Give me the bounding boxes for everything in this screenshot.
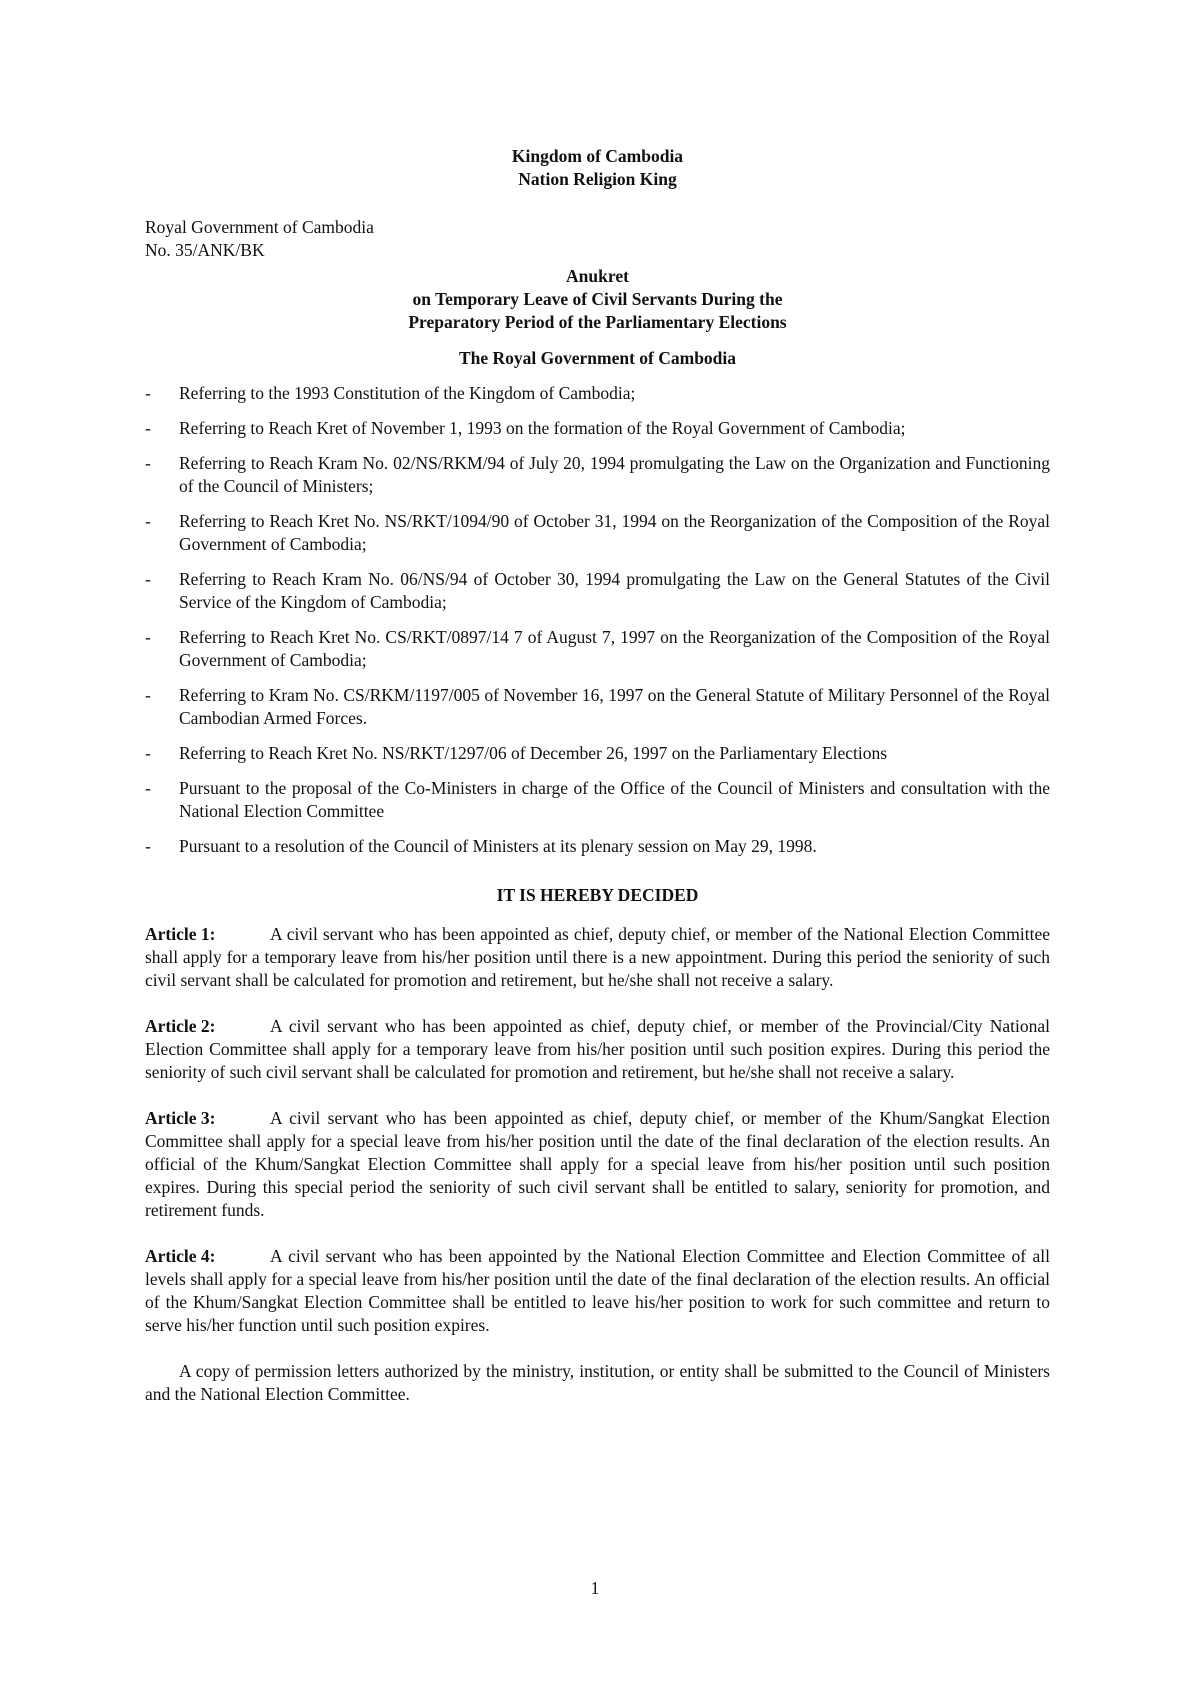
bullet-dash: - (145, 569, 151, 589)
bullet-dash: - (145, 836, 151, 856)
reference-text: Referring to Reach Kret of November 1, 1993 on the formation of the Royal Government of Cambodia; (179, 418, 906, 438)
sender-block (145, 216, 1050, 262)
article-4 (145, 1245, 1050, 1337)
article-label: Article 2: (145, 1016, 216, 1036)
reference-text: Pursuant to the proposal of the Co-Ministers in charge of the Office of the Council of Ministers and consultation with the National Election Committee (179, 778, 1050, 821)
reference-item (145, 382, 1050, 405)
reference-item (145, 510, 1050, 556)
title-line-2: on Temporary Leave of Civil Servants During the (412, 289, 783, 309)
reference-item (145, 742, 1050, 765)
sender-organization: Royal Government of Cambodia (145, 217, 374, 237)
reference-text: Referring to Reach Kret No. NS/RKT/1297/06 of December 26, 1997 on the Parliamentary Elections (179, 743, 888, 763)
article-label: Article 4: (145, 1246, 216, 1266)
article-label: Article 3: (145, 1108, 216, 1128)
bullet-dash: - (145, 453, 151, 473)
bullet-dash: - (145, 743, 151, 763)
reference-item (145, 777, 1050, 823)
article-text: A civil servant who has been appointed by the National Election Committee and Election Committee of all levels shall apply for a special leave from his/her position until the date of the final declaration of the election results. An official of the Khum/Sangkat Election Committee shall be entitled to leave his/her position to work for such committee and return to serve his/her function until such position expires. (145, 1246, 1050, 1335)
document-number: No. 35/ANK/BK (145, 240, 265, 260)
bullet-dash: - (145, 685, 151, 705)
reference-text: Referring to Reach Kret No. NS/RKT/1094/90 of October 31, 1994 on the Reorganization of the Composition of the Royal Government of Cambodia; (179, 511, 1050, 554)
article-3 (145, 1107, 1050, 1222)
document-title (145, 265, 1050, 334)
government-heading: The Royal Government of Cambodia (458, 348, 737, 368)
reference-text: Pursuant to a resolution of the Council of Ministers at its plenary session on May 29, 1998. (179, 836, 817, 856)
bullet-dash: - (145, 778, 151, 798)
bullet-dash: - (145, 418, 151, 438)
bullet-dash: - (145, 627, 151, 647)
article-label: Article 1: (145, 924, 216, 944)
title-line-3: Preparatory Period of the Parliamentary Elections (408, 312, 787, 332)
kingdom-title: Kingdom of Cambodia (511, 146, 684, 166)
document-page (145, 145, 1050, 1406)
reference-item (145, 626, 1050, 672)
reference-item (145, 684, 1050, 730)
reference-text: Referring to Reach Kram No. 02/NS/RKM/94 of July 20, 1994 promulgating the Law on the Organization and Functioning of the Council of Ministers; (179, 453, 1050, 496)
article-text: A civil servant who has been appointed as chief, deputy chief, or member of the National Election Committee shall apply for a temporary leave from his/her position until there is a new appointment. During this period the seniority of such civil servant shall be calculated for promotion and retirement, but he/she shall not receive a salary. (145, 924, 1050, 990)
references-list (145, 382, 1050, 858)
reference-item (145, 835, 1050, 858)
article-2 (145, 1015, 1050, 1084)
reference-text: Referring to Reach Kret No. CS/RKT/0897/14 7 of August 7, 1997 on the Reorganization of the Composition of the Royal Government of Cambodia; (179, 627, 1050, 670)
reference-item (145, 452, 1050, 498)
reference-text: Referring to the 1993 Constitution of the Kingdom of Cambodia; (179, 383, 636, 403)
reference-item (145, 417, 1050, 440)
reference-item (145, 568, 1050, 614)
reference-text: Referring to Reach Kram No. 06/NS/94 of October 30, 1994 promulgating the Law on the General Statutes of the Civil Service of the Kingdom of Cambodia; (179, 569, 1050, 612)
closing-paragraph: A copy of permission letters authorized by the ministry, institution, or entity shall be submitted to the Council of Ministers and the National Election Committee. (145, 1361, 1050, 1404)
article-text: A civil servant who has been appointed as chief, deputy chief, or member of the Provincial/City National Election Committee shall apply for a temporary leave from his/her position until such position expires. During this period the seniority of such civil servant shall be calculated for promotion and retirement, but he/she shall not receive a salary. (145, 1016, 1050, 1082)
bullet-dash: - (145, 511, 151, 531)
title-line-1: Anukret (566, 266, 629, 286)
article-1 (145, 923, 1050, 992)
page-number: 1 (590, 1578, 600, 1598)
national-header (145, 145, 1050, 191)
bullet-dash: - (145, 383, 151, 403)
article-text: A civil servant who has been appointed as chief, deputy chief, or member of the Khum/Sangkat Election Committee shall apply for a special leave from his/her position until the date of the final declaration of the election results. An official of the Khum/Sangkat Election Committee shall apply for a special leave from his/her position until such position expires. During this special period the seniority of such civil servant shall be entitled to salary, seniority for promotion, and retirement funds. (145, 1108, 1050, 1220)
national-motto: Nation Religion King (518, 169, 677, 189)
reference-text: Referring to Kram No. CS/RKM/1197/005 of November 16, 1997 on the General Statute of Military Personnel of the Royal Cambodian Armed Forces. (179, 685, 1050, 728)
decision-heading: IT IS HEREBY DECIDED (496, 885, 699, 905)
